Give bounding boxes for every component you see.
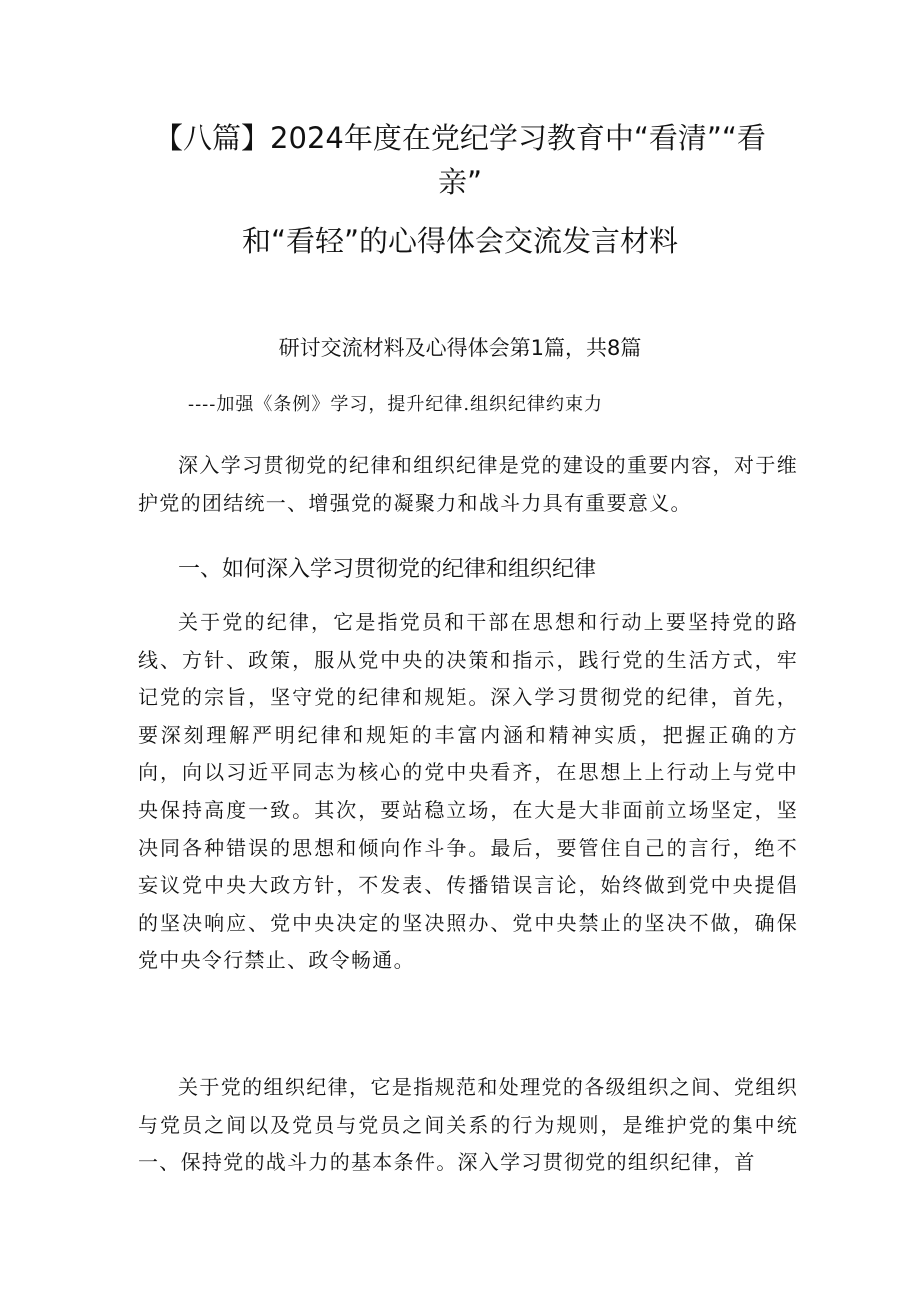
document-title-line-3: 和“看轻”的心得体会交流发言材料 — [241, 224, 679, 258]
body-paragraph: 关于党的组织纪律，它是指规范和处理党的各级组织之间、党组织与党员之间以及党员与党员之间关系的行为规则，是维护党的集中统一、保持党的战斗力的基本条件。深入学习贯彻党的组织纪律，首 — [138, 1075, 798, 1175]
document-subtitle: 研讨交流材料及心得体会第1篇，共8篇 — [278, 336, 642, 360]
section-heading: 一、如何深入学习贯彻党的纪律和组织纪律 — [178, 557, 597, 582]
intro-paragraph: 深入学习贯彻党的纪律和组织纪律是党的建设的重要内容，对于维护党的团结统一、增强党的凝聚力和战斗力具有重要意义。 — [138, 453, 798, 515]
document-title-line-2: 亲” — [437, 165, 483, 199]
document-subheading: ----加强《条例》学习，提升纪律.组织纪律约束力 — [188, 394, 604, 415]
body-paragraph: 关于党的纪律，它是指党员和干部在思想和行动上要坚持党的路线、方针、政策，服从党中央的决策和指示，践行党的生活方式，牢记党的宗旨，坚守党的纪律和规矩。深入学习贯彻党的纪律，首先，要深刻理解严明纪律和规矩的丰富内涵和精神实质，把握正确的方向，向以习近平同志为核心的党中央看齐，在思想上上行动上与党中央保持高度一致。其次，要站稳立场，在大是大非面前立场坚定，坚决同各种错误的思想和倾向作斗争。最后，要管住自己的言行，绝不妄议党中央大政方针，不发表、传播错误言论，始终做到党中央提倡的坚决响应、党中央决定的坚决照办、党中央禁止的坚决不做，确保党中央令行禁止、政令畅通。 — [138, 610, 798, 973]
document-title-line-1: 【八篇】2024年度在党纪学习教育中“看清”“看 — [154, 121, 766, 155]
